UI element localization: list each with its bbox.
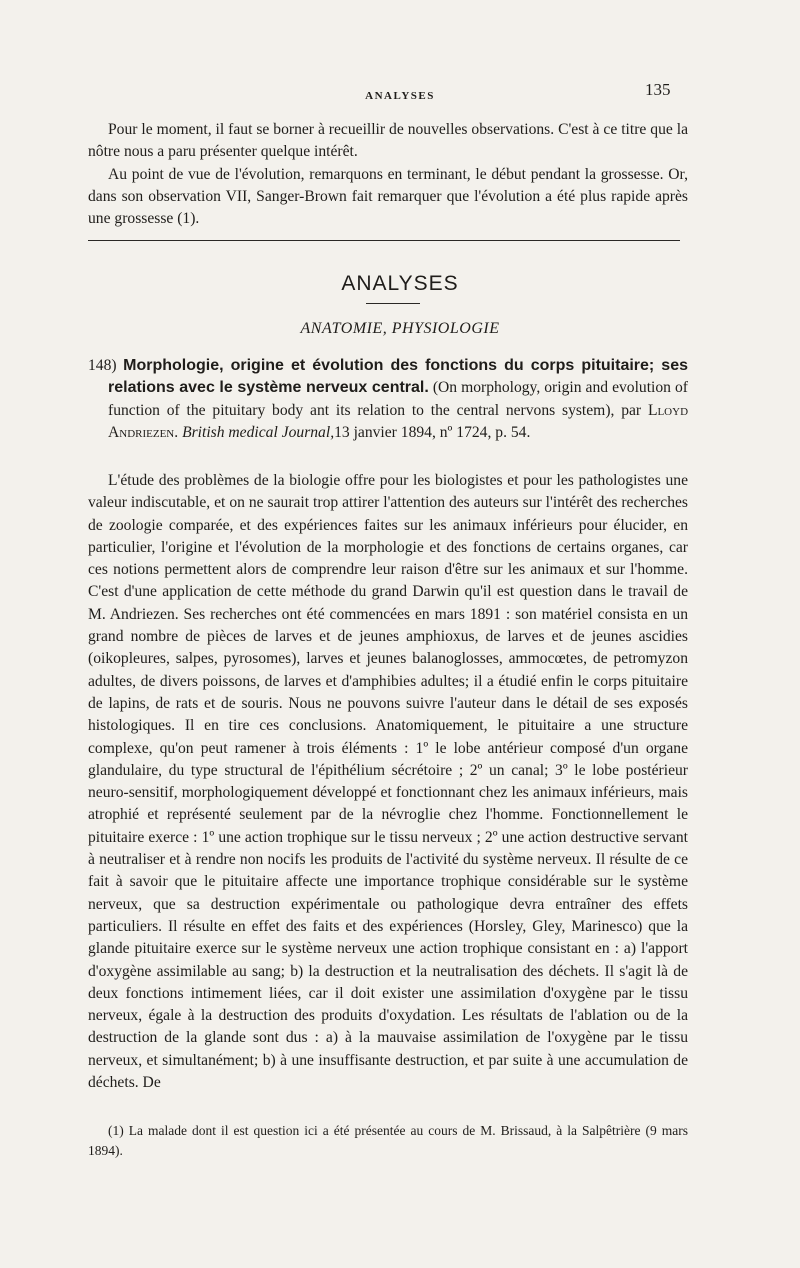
entry-title: Morphologie, origine et évolution des fonctions du corps pituitaire; ses relations avec le système nerveux central. <box>108 357 688 397</box>
intro-text <box>88 119 688 230</box>
entry-journal: British medical Journal, <box>182 423 335 441</box>
section-title: ANALYSES <box>341 272 459 295</box>
running-title: ANALYSES <box>365 90 435 102</box>
analysis-body <box>88 470 688 1094</box>
analysis-entry <box>88 355 688 444</box>
entry-author: Lloyd Andriezen. <box>108 401 689 441</box>
entry-number: 148) <box>88 357 117 374</box>
section-divider <box>88 240 680 241</box>
page-number: 135 <box>645 80 671 99</box>
title-underline <box>366 303 420 304</box>
intro-paragraph-2: Au point de vue de l'évolution, remarquons en terminant, le début pendant la grossesse. Or, dans son observation VII, Sanger-Brown fait remarquer que l'évolution a été plus rapide après une grossesse (1). <box>88 165 688 228</box>
footnote <box>88 1121 688 1161</box>
intro-paragraph-1: Pour le moment, il faut se borner à recueillir de nouvelles observations. C'est à ce titre que la nôtre nous a paru présenter quelque intérêt. <box>88 121 688 161</box>
body-paragraph: L'étude des problèmes de la biologie offre pour les biologistes et pour les pathologistes une valeur indiscutable, et on ne saurait trop attirer l'attention des auteurs sur l'intérêt des recherches de zoologie comparée, et des expériences faites sur les animaux inférieurs pour élucider, en particulier, l'origine et l'évolution de la morphologie et des fonctions de certains organes, car ces notions permettent alors de comprendre leur raison d'être sur les animaux et sur l'homme. C'est d'une application de cette méthode du grand Darwin qu'il est question dans le travail de M. Andriezen. Ses recherches ont été commencées en mars 1891 : son matériel consista en un grand nombre de pièces de larves et de jeunes amphioxus, de larves et de jeunes ascidies (oikopleures, salpes, pyrosomes), larves et jeunes balanoglosses, ammocœtes, de petromyzon adultes, de divers poissons, de larves et d'amphibies adultes; il a étudié enfin le corps pituitaire de lapins, de rats et de souris. Nous ne pouvons suivre l'auteur dans le détail de ses exposés histologiques. Il en tire ces conclusions. Anatomiquement, le pituitaire a une structure complexe, qu'on peut ramener à trois éléments : 1º le lobe antérieur composé d'un organe glandulaire, du type structural de l'épithélium sécrétoire ; 2º un canal; 3º le lobe postérieur neuro-sensitif, morphologiquement développé et fonctionnant chez les animaux inférieurs, mais atrophié et représenté seulement par de la névroglie chez l'homme. Fonctionnellement le pituitaire exerce : 1º une action trophique sur le tissu nerveux ; 2º une action destructive servant à neutraliser et à rendre non nocifs les produits de l'activité du système nerveux. Il résulte de ce fait à savoir que le pituitaire affecte une importance trophique considérable sur le système nerveux, que sa destruction expérimentale ou pathologique devra entraîner des effets particuliers. Il résulte en effet des faits et des expériences (Horsley, Gley, Marinesco) que la glande pituitaire exerce sur le système nerveux une action trophique consistant en : a) l'apport d'oxygène assimilable au sang; b) la destruction et la neutralisation des déchets. Il s'agit là de deux fonctions intimement liées, car il doit exister une assimilation d'oxygène par le tissu nerveux, égale à la destruction des produits d'oxydation. Les résultats de l'ablation ou de la destruction de la glande sont dus : a) à la mauvaise assimilation de l'oxygène par le tissu nerveux, et simultanément; b) à une insuffisante destruction, et par suite à une accumulation de déchets. De <box>88 472 688 1092</box>
entry-citation: 13 janvier 1894, nº 1724, p. 54. <box>334 423 531 441</box>
footnote-text: (1) La malade dont il est question ici a été présentée au cours de M. Brissaud, à la Salpêtrière (9 mars 1894). <box>88 1123 688 1158</box>
entry-heading <box>88 355 688 444</box>
entry-english-title: (On morphology, origin and evolution of function of the pituitary body ant its relation to the central nervons system), par <box>108 379 688 419</box>
subsection-title: ANATOMIE, PHYSIOLOGIE <box>300 320 500 337</box>
